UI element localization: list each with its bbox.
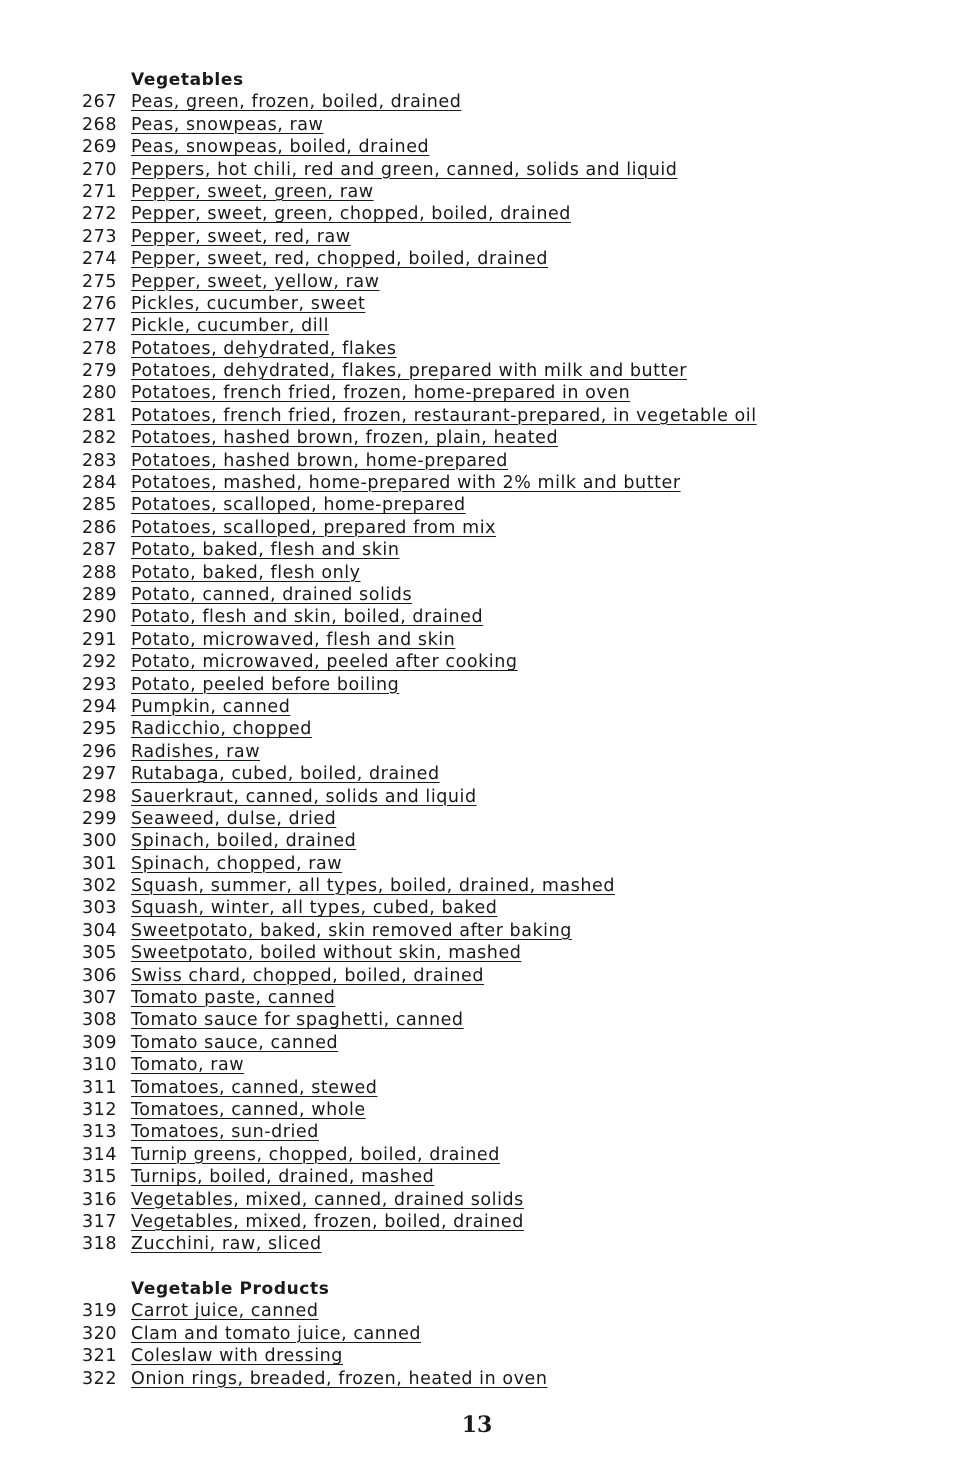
entry-number: 318: [82, 1234, 118, 1255]
entry-link[interactable]: [82, 764, 440, 784]
entry-number: 273: [82, 226, 118, 247]
entry-number: 316: [82, 1189, 118, 1210]
list-item: [82, 763, 902, 785]
list-item: [82, 203, 902, 225]
list-item: [82, 271, 902, 293]
entry-label: Pepper, sweet, green, raw: [131, 181, 374, 202]
list-item: [82, 293, 902, 315]
entry-label: Potatoes, scalloped, home-prepared: [131, 495, 466, 516]
entry-link[interactable]: [82, 943, 521, 963]
entry-label: Potatoes, dehydrated, flakes, prepared with milk and butter: [131, 361, 688, 382]
entry-label: Spinach, boiled, drained: [131, 831, 357, 852]
entry-number: 269: [82, 137, 118, 158]
entry-link[interactable]: [82, 1234, 322, 1254]
entry-number: 285: [82, 495, 118, 516]
entry-label: Potatoes, hashed brown, home-prepared: [131, 450, 508, 471]
list-item: [82, 1233, 902, 1255]
entry-number: 317: [82, 1211, 118, 1232]
entry-label: Peas, green, frozen, boiled, drained: [131, 92, 462, 113]
entry-number: 278: [82, 338, 118, 359]
entry-number: 286: [82, 517, 118, 538]
entry-number: 303: [82, 898, 118, 919]
list-item: [82, 1054, 902, 1076]
entry-label: Squash, summer, all types, boiled, drained, mashed: [131, 876, 615, 897]
entry-number: 289: [82, 584, 118, 605]
entry-link[interactable]: [82, 92, 461, 112]
list-item: [82, 674, 902, 696]
entry-link[interactable]: [82, 383, 630, 403]
entry-number: 319: [82, 1301, 118, 1322]
entry-link[interactable]: [82, 921, 572, 941]
entry-label: Zucchini, raw, sliced: [131, 1234, 322, 1255]
list-item: [82, 629, 902, 651]
entry-link[interactable]: [82, 227, 351, 247]
list-item: [82, 897, 902, 919]
list-item: [82, 181, 902, 203]
entry-link[interactable]: [82, 540, 399, 560]
entry-number: 300: [82, 831, 118, 852]
entry-label: Tomato sauce for spaghetti, canned: [131, 1010, 464, 1031]
entry-label: Seaweed, dulse, dried: [131, 808, 337, 829]
entry-number: 280: [82, 383, 118, 404]
entry-label: Potato, peeled before boiling: [131, 674, 400, 695]
list-item: [82, 1189, 902, 1211]
entry-number: 298: [82, 786, 118, 807]
list-item: [82, 1368, 902, 1390]
list-item: [82, 517, 902, 539]
entry-label: Tomato, raw: [131, 1055, 245, 1076]
entry-number: 305: [82, 943, 118, 964]
entry-link[interactable]: [82, 652, 518, 672]
entry-link[interactable]: [82, 787, 477, 807]
entry-number: 292: [82, 652, 118, 673]
entry-label: Pickle, cucumber, dill: [131, 316, 330, 337]
entry-label: Pepper, sweet, red, chopped, boiled, drained: [131, 249, 548, 270]
entry-label: Rutabaga, cubed, boiled, drained: [131, 764, 440, 785]
list-item: [82, 942, 902, 964]
entry-label: Potatoes, hashed brown, frozen, plain, heated: [131, 428, 559, 449]
entry-link[interactable]: [82, 182, 374, 202]
list-item: [82, 136, 902, 158]
entry-number: 310: [82, 1055, 118, 1076]
entry-link[interactable]: [82, 988, 335, 1008]
entry-number: 304: [82, 920, 118, 941]
entry-number: 276: [82, 293, 118, 314]
entry-number: 306: [82, 965, 118, 986]
list-item: [82, 584, 902, 606]
entry-label: Peas, snowpeas, boiled, drained: [131, 137, 430, 158]
list-item: [82, 965, 902, 987]
entry-label: Pumpkin, canned: [131, 696, 291, 717]
entry-link[interactable]: [82, 966, 484, 986]
list-item: [82, 360, 902, 382]
entry-number: 288: [82, 562, 118, 583]
list-item: [82, 987, 902, 1009]
entry-number: 271: [82, 181, 118, 202]
entry-number: 277: [82, 316, 118, 337]
entry-number: 312: [82, 1099, 118, 1120]
list-item: [82, 1166, 902, 1188]
list-item: [82, 1323, 902, 1345]
list-item: [82, 315, 902, 337]
entry-label: Tomatoes, sun-dried: [131, 1122, 319, 1143]
entry-link[interactable]: [82, 339, 397, 359]
entry-link[interactable]: [82, 607, 483, 627]
entry-label: Potato, canned, drained solids: [131, 584, 413, 605]
entry-label: Radishes, raw: [131, 741, 261, 762]
list-item: [82, 808, 902, 830]
list-item: [82, 562, 902, 584]
entry-label: Onion rings, breaded, frozen, heated in oven: [131, 1368, 548, 1389]
entry-label: Tomato sauce, canned: [131, 1032, 339, 1053]
entry-link[interactable]: [82, 719, 312, 739]
entry-link[interactable]: [82, 1100, 366, 1120]
entry-link[interactable]: [82, 809, 336, 829]
entry-link[interactable]: [82, 249, 548, 269]
list-item: [82, 539, 902, 561]
vegetable-products-list: [82, 1300, 902, 1390]
entry-number: 267: [82, 92, 118, 113]
entry-number: 307: [82, 988, 118, 1009]
list-item: [82, 696, 902, 718]
entry-label: Tomato paste, canned: [131, 988, 336, 1009]
entry-number: 314: [82, 1144, 118, 1165]
entry-link[interactable]: [82, 1301, 319, 1321]
entry-label: Vegetables, mixed, canned, drained solids: [131, 1189, 524, 1210]
entry-number: 311: [82, 1077, 118, 1098]
entry-link[interactable]: [82, 854, 342, 874]
entry-label: Pickles, cucumber, sweet: [131, 293, 366, 314]
list-item: [82, 1345, 902, 1367]
entry-number: 302: [82, 876, 118, 897]
entry-number: 279: [82, 361, 118, 382]
entry-label: Potato, flesh and skin, boiled, drained: [131, 607, 484, 628]
entry-label: Swiss chard, chopped, boiled, drained: [131, 965, 485, 986]
entry-label: Coleslaw with dressing: [131, 1346, 343, 1367]
entry-link[interactable]: [82, 1033, 338, 1053]
list-item: [82, 786, 902, 808]
entry-number: 291: [82, 629, 118, 650]
entry-label: Potatoes, scalloped, prepared from mix: [131, 517, 497, 538]
entry-link[interactable]: [82, 1167, 434, 1187]
list-item: [82, 1300, 902, 1322]
list-item: [82, 1211, 902, 1233]
entry-number: 313: [82, 1122, 118, 1143]
entry-label: Squash, winter, all types, cubed, baked: [131, 898, 498, 919]
entry-link[interactable]: [82, 563, 361, 583]
entry-label: Peas, snowpeas, raw: [131, 114, 324, 135]
entry-link[interactable]: [82, 1010, 464, 1030]
entry-label: Pepper, sweet, green, chopped, boiled, drained: [131, 204, 571, 225]
entry-number: 287: [82, 540, 118, 561]
entry-number: 295: [82, 719, 118, 740]
entry-label: Peppers, hot chili, red and green, canned, solids and liquid: [131, 159, 678, 180]
entry-number: 274: [82, 249, 118, 270]
entry-link[interactable]: [82, 585, 412, 605]
entry-number: 309: [82, 1032, 118, 1053]
entry-number: 301: [82, 853, 118, 874]
entry-label: Sweetpotato, boiled without skin, mashed: [131, 943, 522, 964]
entry-link[interactable]: [82, 1346, 343, 1366]
list-item: [82, 472, 902, 494]
entry-number: 268: [82, 114, 118, 135]
entry-number: 281: [82, 405, 118, 426]
list-item: [82, 494, 902, 516]
entry-number: 282: [82, 428, 118, 449]
list-item: [82, 1121, 902, 1143]
entry-label: Clam and tomato juice, canned: [131, 1323, 422, 1344]
list-item: [82, 920, 902, 942]
entry-label: Potatoes, dehydrated, flakes: [131, 338, 397, 359]
entry-label: Potato, microwaved, flesh and skin: [131, 629, 456, 650]
entry-link[interactable]: [82, 272, 379, 292]
list-item: [82, 1009, 902, 1031]
entry-link[interactable]: [82, 204, 571, 224]
entry-link[interactable]: [82, 1145, 500, 1165]
list-item: [82, 427, 902, 449]
entry-link[interactable]: [82, 697, 290, 717]
entry-number: 296: [82, 741, 118, 762]
document-page: [82, 69, 902, 1390]
entry-link[interactable]: [82, 406, 757, 426]
entry-label: Tomatoes, canned, stewed: [131, 1077, 378, 1098]
entry-link[interactable]: [82, 361, 687, 381]
entry-link[interactable]: [82, 316, 329, 336]
entry-label: Potato, microwaved, peeled after cooking: [131, 652, 518, 673]
entry-label: Carrot juice, canned: [131, 1301, 319, 1322]
entry-number: 322: [82, 1368, 118, 1389]
section-title-vegetable-products: Vegetable Products: [131, 1279, 330, 1300]
entry-number: 270: [82, 159, 118, 180]
entry-label: Pepper, sweet, yellow, raw: [131, 271, 380, 292]
entry-label: Turnips, boiled, drained, mashed: [131, 1167, 435, 1188]
entry-link[interactable]: [82, 876, 615, 896]
list-item: [82, 741, 902, 763]
entry-link[interactable]: [82, 1055, 244, 1075]
section-title-vegetables: Vegetables: [131, 70, 244, 90]
list-item: [82, 1077, 902, 1099]
entry-link[interactable]: [82, 898, 497, 918]
entry-label: Potato, baked, flesh and skin: [131, 540, 400, 561]
entry-number: 315: [82, 1167, 118, 1188]
entry-number: 283: [82, 450, 118, 471]
entry-link[interactable]: [82, 1324, 421, 1344]
list-item: [82, 853, 902, 875]
entry-number: 294: [82, 696, 118, 717]
entry-label: Spinach, chopped, raw: [131, 853, 343, 874]
entry-number: 308: [82, 1010, 118, 1031]
entry-link[interactable]: [82, 451, 508, 471]
list-item: [82, 450, 902, 472]
page-number: 13: [461, 1412, 493, 1438]
entry-number: 275: [82, 271, 118, 292]
list-item: [82, 1144, 902, 1166]
entry-label: Pepper, sweet, red, raw: [131, 226, 351, 247]
list-item: [82, 114, 902, 136]
entry-label: Vegetables, mixed, frozen, boiled, drained: [131, 1211, 524, 1232]
list-item: [82, 875, 902, 897]
entry-label: Potatoes, french fried, frozen, home-prepared in oven: [131, 383, 631, 404]
entry-label: Potatoes, mashed, home-prepared with 2% milk and butter: [131, 473, 681, 494]
entry-link[interactable]: [82, 495, 466, 515]
entry-link[interactable]: [82, 742, 260, 762]
list-item: [82, 338, 902, 360]
list-item: [82, 226, 902, 248]
list-item: [82, 606, 902, 628]
list-item: [82, 651, 902, 673]
list-item: [82, 382, 902, 404]
entry-number: 284: [82, 473, 118, 494]
entry-label: Potato, baked, flesh only: [131, 562, 361, 583]
entry-label: Tomatoes, canned, whole: [131, 1099, 366, 1120]
entry-link[interactable]: [82, 294, 365, 314]
entry-link[interactable]: [82, 831, 356, 851]
entry-link[interactable]: [82, 1369, 547, 1389]
entry-link[interactable]: [82, 675, 399, 695]
entry-link[interactable]: [82, 1190, 524, 1210]
entry-number: 297: [82, 764, 118, 785]
entry-number: 321: [82, 1346, 118, 1367]
list-item: [82, 1032, 902, 1054]
entry-link[interactable]: [82, 137, 429, 157]
entry-link[interactable]: [82, 1212, 524, 1232]
list-item: [82, 405, 902, 427]
entry-link[interactable]: [82, 1122, 319, 1142]
entry-label: Potatoes, french fried, frozen, restaurant-prepared, in vegetable oil: [131, 405, 757, 426]
entry-label: Sauerkraut, canned, solids and liquid: [131, 786, 477, 807]
entry-number: 299: [82, 808, 118, 829]
entry-link[interactable]: [82, 428, 558, 448]
list-item: [82, 159, 902, 181]
entry-link[interactable]: [82, 518, 496, 538]
entry-link[interactable]: [82, 115, 323, 135]
entry-number: 320: [82, 1323, 118, 1344]
list-item: [82, 830, 902, 852]
entry-link[interactable]: [82, 160, 677, 180]
list-item: [82, 1099, 902, 1121]
entry-link[interactable]: [82, 630, 455, 650]
entry-label: Turnip greens, chopped, boiled, drained: [131, 1144, 500, 1165]
list-item: [82, 718, 902, 740]
entry-number: 290: [82, 607, 118, 628]
entry-number: 293: [82, 674, 118, 695]
entry-link[interactable]: [82, 1078, 377, 1098]
section-gap: [82, 1256, 902, 1278]
entry-link[interactable]: [82, 473, 681, 493]
entry-label: Sweetpotato, baked, skin removed after baking: [131, 920, 572, 941]
vegetables-list: [82, 91, 902, 1255]
entry-number: 272: [82, 204, 118, 225]
entry-label: Radicchio, chopped: [131, 719, 312, 740]
list-item: [82, 248, 902, 270]
list-item: [82, 91, 902, 113]
